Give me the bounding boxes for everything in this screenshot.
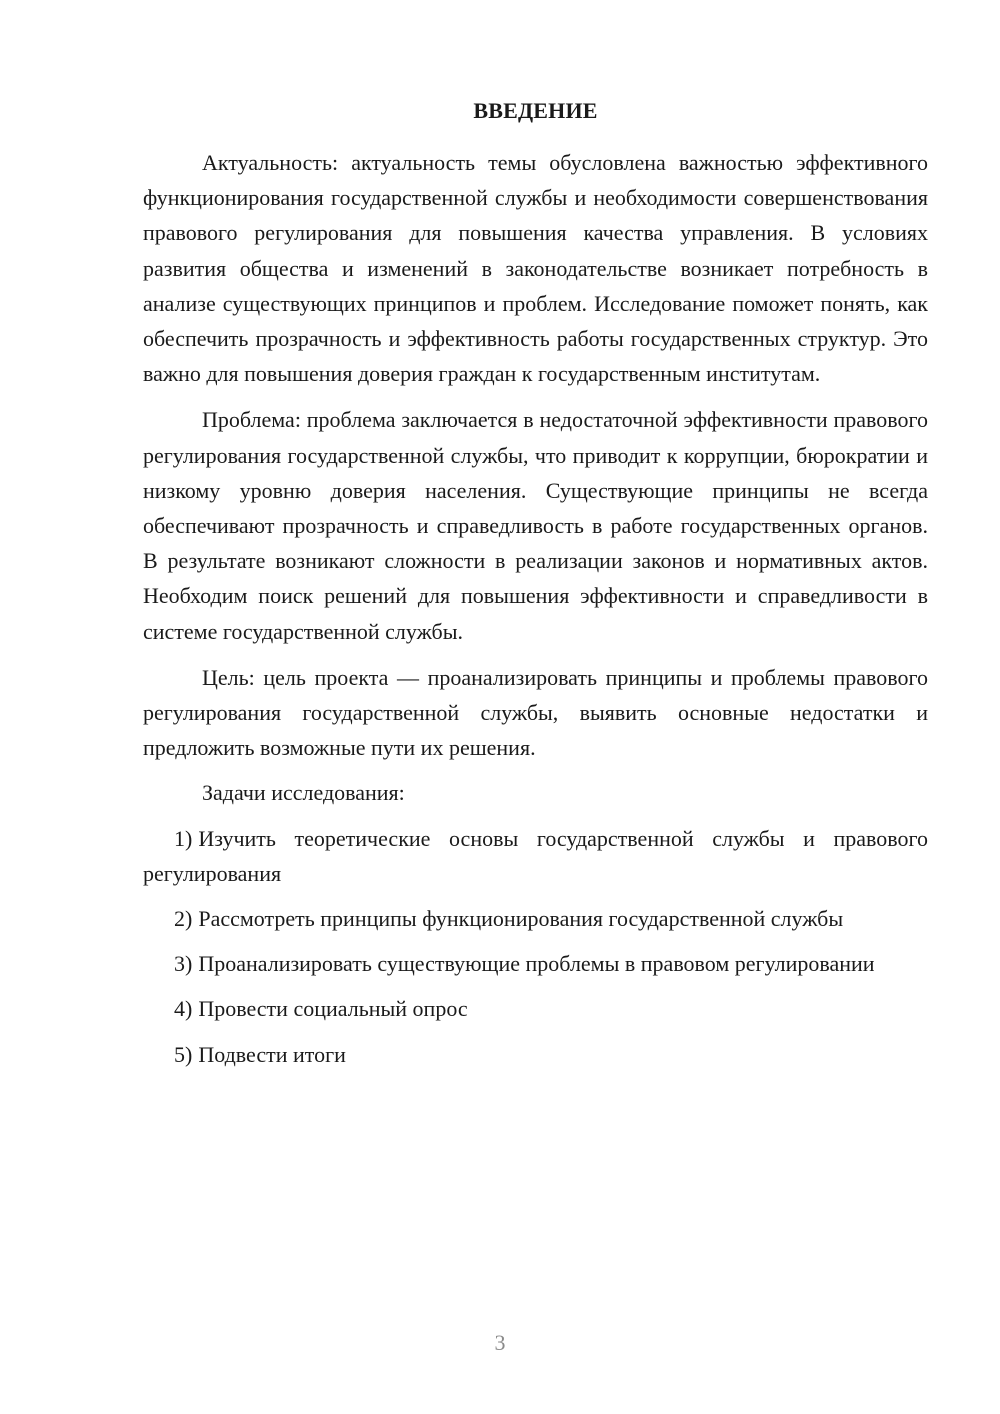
paragraph-problem: Проблема: проблема заключается в недостаточной эффективности правового регулирования государственной службы, что приводит к коррупции, бюрократии и низкому уровню доверия населения. Существующие принципы не всегда обеспечивают прозрачность и справедливость в работе государственных органов. В результате возникают сложности в реализации законов и нормативных актов. Необходим поиск решений для повышения эффективности и справедливости в системе государственной службы.	[143, 407, 928, 644]
task-number: 5)	[174, 1041, 193, 1067]
paragraph-relevance: Актуальность: актуальность темы обусловлена важностью эффективного функционирования государственной службы и необходимости совершенствования правового регулирования для повышения качества управления. В условиях развития общества и изменений в законодательстве возникает потребность в анализе существующих принципов и проблем. Исследование поможет понять, как обеспечить прозрачность и эффективность работы государственных структур. Это важно для повышения доверия граждан к государственным институтам.	[143, 150, 928, 387]
document-page	[143, 96, 928, 1082]
task-item-2	[143, 901, 928, 936]
task-item-1	[143, 821, 928, 891]
document-title: ВВЕДЕНИЕ	[473, 98, 598, 123]
task-number: 4)	[174, 996, 193, 1022]
task-item-5	[143, 1037, 928, 1072]
task-text: Проанализировать существующие проблемы в правовом регулировании	[198, 951, 875, 977]
tasks-heading: Задачи исследования:	[202, 780, 405, 806]
task-text: Рассмотреть принципы функционирования государственной службы	[198, 906, 844, 932]
task-text: Провести социальный опрос	[198, 996, 468, 1022]
task-item-4	[143, 991, 928, 1026]
task-item-3	[143, 946, 928, 981]
task-number: 2)	[174, 906, 193, 932]
paragraph-goal: Цель: цель проекта — проанализировать принципы и проблемы правового регулирования государственной службы, выявить основные недостатки и предложить возможные пути их решения.	[143, 664, 928, 761]
tasks-list	[143, 821, 928, 1072]
task-number: 1)	[174, 825, 193, 851]
task-number: 3)	[174, 951, 193, 977]
task-text: Подвести итоги	[198, 1041, 346, 1067]
page-number: 3	[494, 1330, 506, 1355]
task-text: Изучить теоретические основы государственной службы и правового регулирования	[143, 825, 928, 886]
